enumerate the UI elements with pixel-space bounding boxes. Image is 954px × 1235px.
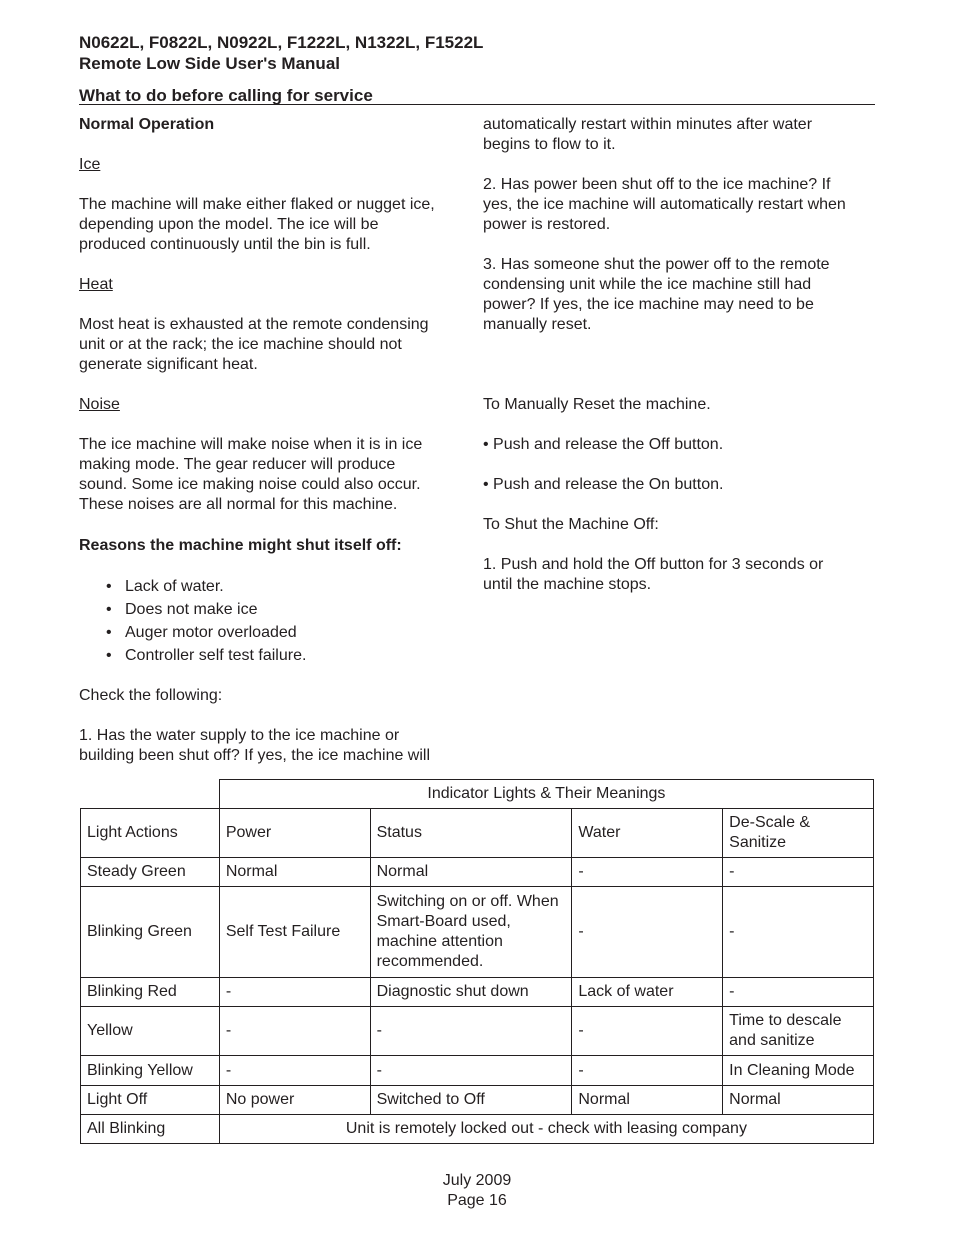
right-column [483, 115, 878, 595]
table-row [81, 1086, 874, 1115]
table-row [81, 978, 874, 1007]
table-cell: Light Off [81, 1086, 220, 1115]
footer-page: Page 16 [447, 1192, 507, 1209]
table-cell: Switching on or off. When Smart-Board used, machine attention recommended. [370, 887, 572, 978]
bullet-icon: • [106, 601, 112, 618]
noise-text-line: The ice machine will make noise when it is in ice [79, 436, 423, 453]
list-item: • Lack of water. [79, 575, 474, 598]
table-cell: Normal [219, 858, 370, 887]
table-cell: Blinking Yellow [81, 1056, 220, 1086]
table-cell: All Blinking [81, 1115, 220, 1144]
model-numbers: N0622L, F0822L, N0922L, F1222L, N1322L, F1522L [79, 33, 484, 52]
table-cell: Self Test Failure [219, 887, 370, 978]
list-item: • Controller self test failure. [79, 644, 474, 667]
table-cell: - [572, 1056, 723, 1086]
bullet-icon: • [106, 647, 112, 664]
list-item: • Auger motor overloaded [79, 621, 474, 644]
table-cell: - [219, 1056, 370, 1086]
column-header: De-Scale & Sanitize [723, 809, 874, 858]
locked-out-cell: Unit is remotely locked out - check with leasing company [219, 1115, 873, 1144]
table-cell: Blinking Red [81, 978, 220, 1007]
table-cell: Time to descale and sanitize [723, 1007, 874, 1056]
table-row [81, 1115, 874, 1144]
shut-step-line: until the machine stops. [483, 576, 652, 593]
table-cell: Normal [572, 1086, 723, 1115]
table-cell: - [219, 978, 370, 1007]
item1-cont-line: automatically restart within minutes after water [483, 116, 813, 133]
table-cell: Normal [723, 1086, 874, 1115]
heat-heading: Heat [79, 276, 113, 293]
heat-text-line: Most heat is exhausted at the remote condensing [79, 316, 429, 333]
left-column [79, 115, 474, 766]
noise-text-line: These noises are all normal for this machine. [79, 496, 398, 513]
table-cell: Diagnostic shut down [370, 978, 572, 1007]
reasons-list [79, 575, 474, 667]
shut-step-line: 1. Push and hold the Off button for 3 seconds or [483, 556, 824, 573]
table-cell: - [572, 887, 723, 978]
table-cell: Steady Green [81, 858, 220, 887]
heat-text-line: unit or at the rack; the ice machine should not [79, 336, 402, 353]
reset-step: • Push and release the Off button. [483, 436, 724, 453]
table-cell: Lack of water [572, 978, 723, 1007]
noise-heading: Noise [79, 396, 120, 413]
table-cell: - [370, 1056, 572, 1086]
ice-text-line: The machine will make either flaked or nugget ice, [79, 196, 435, 213]
column-header: Water [572, 809, 723, 858]
reasons-heading: Reasons the machine might shut itself off: [79, 537, 402, 554]
column-header: Status [370, 809, 572, 858]
indicator-lights-table [80, 779, 874, 1144]
item1-cont-line: begins to flow to it. [483, 136, 616, 153]
column-header: Power [219, 809, 370, 858]
table-cell: Blinking Green [81, 887, 220, 978]
item2-line: yes, the ice machine will automatically restart when [483, 196, 846, 213]
ice-heading: Ice [79, 156, 101, 173]
table-row [81, 858, 874, 887]
item3-line: manually reset. [483, 316, 592, 333]
reset-intro: To Manually Reset the machine. [483, 396, 711, 413]
table-header-row [81, 809, 874, 858]
column-header: Light Actions [81, 809, 220, 858]
header-divider [79, 104, 875, 105]
table-cell: - [219, 1007, 370, 1056]
table-cell: - [572, 1007, 723, 1056]
check-following: Check the following: [79, 687, 223, 704]
noise-text-line: making mode. The gear reducer will produce [79, 456, 396, 473]
table-cell: Yellow [81, 1007, 220, 1056]
heat-text-line: generate significant heat. [79, 356, 258, 373]
table-cell: Switched to Off [370, 1086, 572, 1115]
ice-text-line: depending upon the model. The ice will be [79, 216, 379, 233]
table-row [81, 1007, 874, 1056]
item2-line: power is restored. [483, 216, 611, 233]
shut-intro: To Shut the Machine Off: [483, 516, 659, 533]
item1-line: building been shut off? If yes, the ice machine will [79, 747, 431, 764]
footer-date: July 2009 [442, 1172, 512, 1189]
manual-title: Remote Low Side User's Manual [79, 54, 340, 73]
item3-line: power? If yes, the ice machine may need to be [483, 296, 814, 313]
table-row [81, 887, 874, 978]
reset-step: • Push and release the On button. [483, 476, 724, 493]
bullet-icon: • [106, 624, 112, 641]
item3-line: 3. Has someone shut the power off to the remote [483, 256, 830, 273]
item3-line: condensing unit while the ice machine still had [483, 276, 812, 293]
table-cell: No power [219, 1086, 370, 1115]
table-cell: - [723, 887, 874, 978]
table-row [81, 1056, 874, 1086]
bullet-icon: • [106, 578, 112, 595]
empty-corner-cell [81, 780, 220, 809]
section-title: What to do before calling for service [79, 86, 373, 105]
ice-text-line: produced continuously until the bin is full. [79, 236, 371, 253]
item2-line: 2. Has power been shut off to the ice machine? If [483, 176, 831, 193]
noise-text-line: sound. Some ice making noise could also occur. [79, 476, 421, 493]
table-cell: In Cleaning Mode [723, 1056, 874, 1086]
normal-operation-heading: Normal Operation [79, 116, 215, 133]
table-cell: - [572, 858, 723, 887]
list-item: • Does not make ice [79, 598, 474, 621]
table-title: Indicator Lights & Their Meanings [219, 780, 873, 809]
item1-line: 1. Has the water supply to the ice machine or [79, 727, 400, 744]
table-title-row [81, 780, 874, 809]
table-cell: Normal [370, 858, 572, 887]
table-cell: - [723, 978, 874, 1007]
table-cell: - [370, 1007, 572, 1056]
table-cell: - [723, 858, 874, 887]
